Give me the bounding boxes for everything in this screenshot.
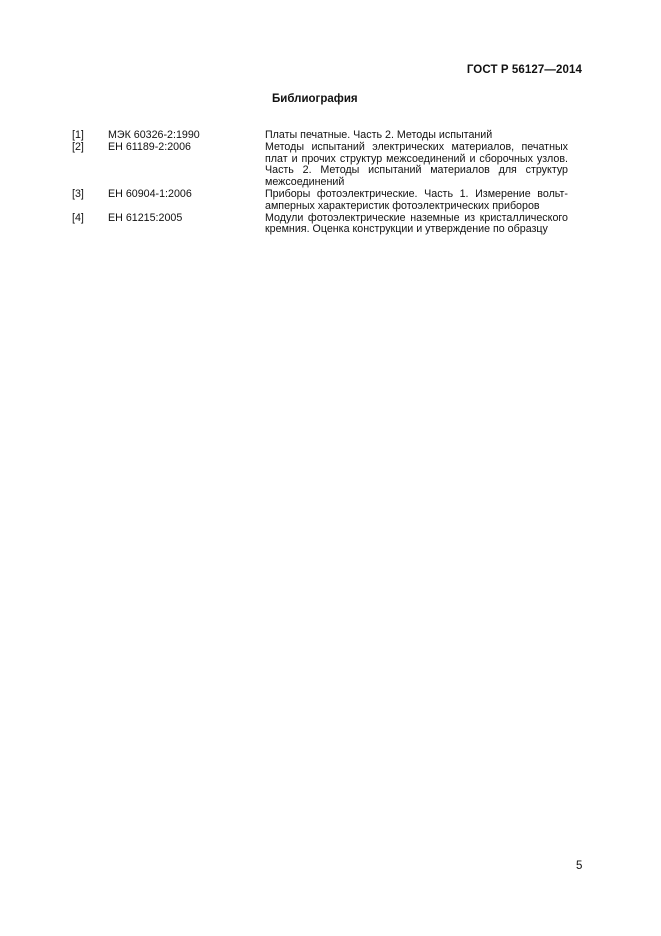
entry-standard: ЕН 60904-1:2006	[108, 187, 192, 200]
entry-title: Платы печатные. Часть 2. Методы испытаний	[265, 129, 493, 141]
entry-number: [2]	[72, 140, 84, 153]
entry-title: Методы испытаний электрических материалов, печатных плат и прочих структур межсоединений и сборочных узлов. Часть 2. Методы испытаний материалов для структур межсоединений	[265, 140, 568, 189]
bibliography-entry	[72, 213, 568, 237]
page-number: 5	[576, 860, 583, 872]
bibliography-entry	[72, 142, 568, 189]
entry-standard: ЕН 61189-2:2006	[108, 140, 191, 153]
entry-title: Приборы фотоэлектрические. Часть 1. Измерение вольт-амперных характеристик фотоэлектрических приборов	[265, 187, 568, 212]
entry-standard: ЕН 61215:2005	[108, 211, 183, 224]
entry-number: [3]	[72, 187, 84, 200]
entry-number: [4]	[72, 211, 84, 224]
bibliography-list	[72, 130, 568, 236]
bibliography-title: Библиография	[272, 93, 358, 105]
bibliography-entry	[72, 189, 568, 213]
entry-standard: МЭК 60326-2:1990	[108, 129, 200, 141]
entry-number: [1]	[72, 129, 84, 141]
document-code-header: ГОСТ Р 56127—2014	[466, 64, 582, 76]
entry-title: Модули фотоэлектрические наземные из кристаллического кремния. Оценка конструкции и утверждение по образцу	[265, 211, 568, 236]
